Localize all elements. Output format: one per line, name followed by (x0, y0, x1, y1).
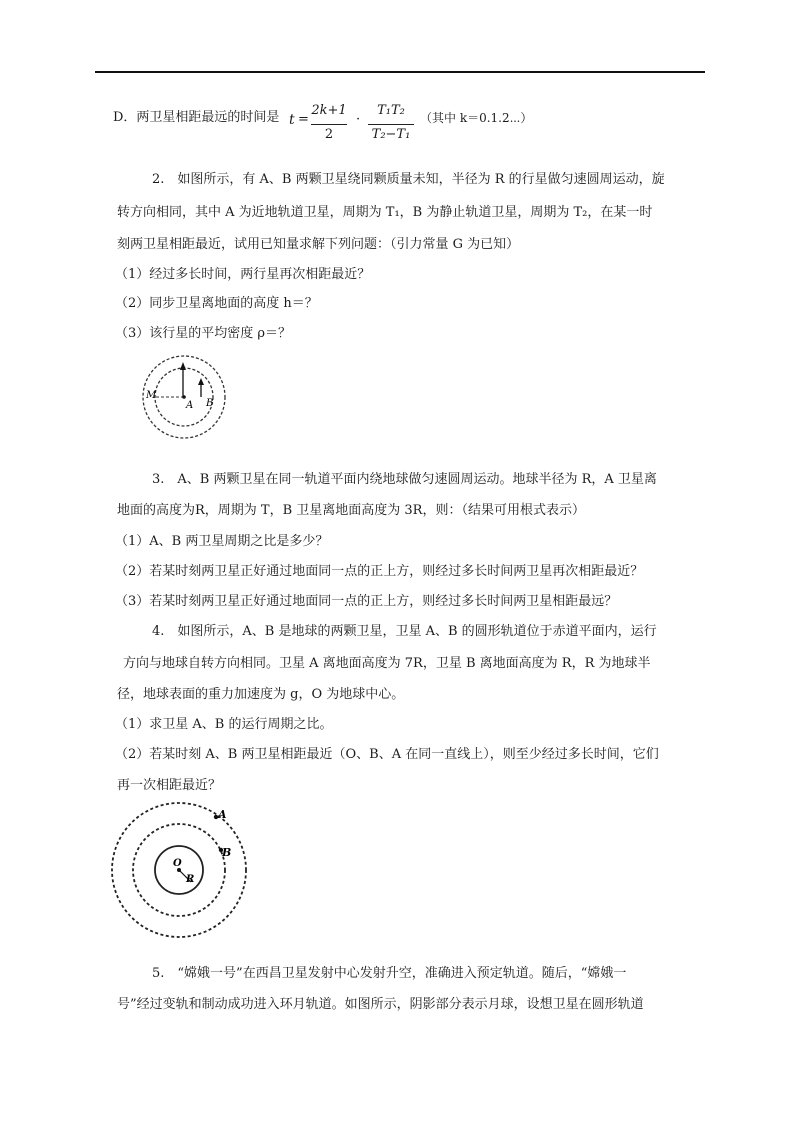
q4-sub-2-cont: 再一次相距最近？ (117, 778, 222, 793)
q2-satellite-a (182, 395, 186, 399)
q4-line-3: 径，地球表面的重力加速度为 g，O 为地球中心。 (117, 687, 405, 702)
q4-line-1: 4. 如图所示，A、B 是地球的两颗卫星，卫星 A、B 的圆形轨道位于赤道平面内，运行 (152, 624, 657, 639)
fraction-bar-2 (368, 124, 414, 125)
formula-denominator-1: 2 (324, 127, 334, 142)
q2-arrowhead-b (198, 378, 204, 385)
q3-sub-1: （1）A、B 两卫星周期之比是多少？ (115, 534, 329, 549)
q3-line-2: 地面的高度为R，周期为 T，B 卫星离地面高度为 3R，则：（结果可用根式表示） (117, 503, 585, 518)
q5-line-2: 号”经过变轨和制动成功进入环月轨道。如图所示，阴影部分表示月球，设想卫星在圆形轨道 (117, 997, 644, 1012)
formula-numerator-2: T₁T₂ (377, 103, 405, 118)
q2-label-b: B (206, 398, 214, 409)
q2-arrowhead-a (180, 362, 186, 370)
q2-sub-3: （3）该行星的平均密度 ρ＝？ (115, 326, 292, 341)
q2-line-3: 刻两卫星相距最近，试用已知量求解下列问题：（引力常量 G 为已知） (117, 237, 520, 252)
formula-numerator-1: 2k+1 (311, 103, 347, 118)
q4-label-o: O (173, 858, 182, 869)
formula-t: t (289, 112, 295, 128)
formula-dot: · (356, 112, 361, 127)
option-d-text: D．两卫星相距最远的时间是 (113, 110, 280, 125)
q4-label-a: A (218, 808, 227, 821)
q4-line-2: 方向与地球自转方向相同。卫星 A 离地面高度为 7R，卫星 B 离地面高度为 R，R 为地球半 (123, 656, 651, 671)
q2-sub-2: （2）同步卫星离地面的高度 h＝？ (115, 296, 318, 311)
q3-sub-2: （2）若某时刻两卫星正好通过地面同一点的正上方，则经过多长时间两卫星再次相距最近？ (115, 564, 644, 579)
q2-sub-1: （1）经过多长时间，两行星再次相距最近？ (115, 267, 371, 282)
q4-sub-1: （1）求卫星 A、B 的运行周期之比。 (115, 717, 333, 732)
formula-condition: （其中 k＝0.1.2⋯） (420, 111, 533, 125)
q2-line-1: 2. 如图所示，有 A、B 两颗卫星绕同颗质量未知，半径为 R 的行星做匀速圆周运动，旋 (152, 172, 665, 187)
header-rule (95, 71, 705, 73)
q4-label-b: B (222, 846, 232, 859)
formula-denominator-2: T₂−T₁ (371, 127, 411, 142)
q3-sub-3: （3）若某时刻两卫星正好通过地面同一点的正上方，则经过多长时间两卫星相距最远？ (115, 594, 618, 609)
q2-orbit-figure (110, 348, 230, 448)
q4-orbit-figure (110, 800, 270, 950)
q2-line-2: 转方向相同，其中 A 为近地轨道卫星，周期为 T₁，B 为静止轨道卫星，周期为 T₂，在某一时 (117, 205, 653, 220)
q4-label-r: R (186, 874, 195, 885)
q5-line-1: 5. “嫦娥一号”在西昌卫星发射中心发射升空，准确进入预定轨道。随后，“嫦娥一 (152, 966, 627, 981)
q2-label-m: M (146, 390, 157, 401)
fraction-bar-1 (311, 124, 347, 125)
formula-equals: = (298, 112, 309, 127)
q3-line-1: 3. A、B 两颗卫星在同一轨道平面内绕地球做匀速圆周运动。地球半径为 R，A 卫星离 (152, 472, 657, 487)
q4-sub-2: （2）若某时刻 A、B 两卫星相距最近（O、B、A 在同一直线上），则至少经过多长时间，它们 (115, 747, 659, 762)
q2-label-a: A (186, 400, 194, 411)
